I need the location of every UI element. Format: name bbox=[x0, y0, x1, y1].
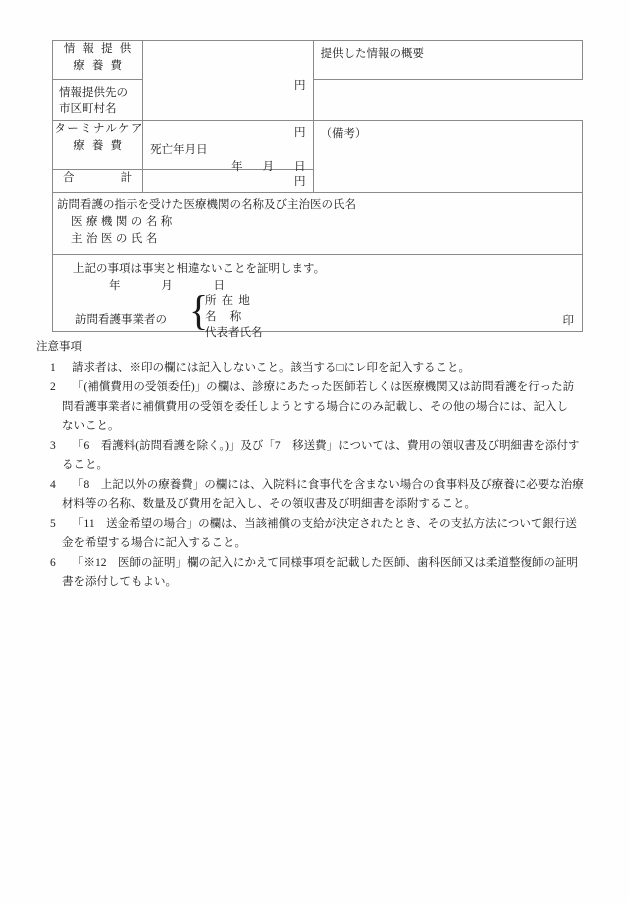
note-number: 6 bbox=[50, 556, 56, 569]
note-line: 「11 送金希望の場合」の欄は、当該補償の支給が決定されたとき、その支払方法について銀行送 bbox=[72, 517, 577, 530]
note-line: 問看護事業者に補償費用の受領を委任しようとする場合にのみ記載し、その他の場合には、記入し bbox=[62, 400, 568, 413]
note-text bbox=[62, 554, 596, 593]
cell-remarks[interactable] bbox=[314, 121, 583, 193]
note-item bbox=[50, 359, 596, 379]
note-line: 「8 上記以外の療養費」の欄には、入院料に食事代を含まない場合の食事料及び療養に必要な治療 bbox=[72, 478, 584, 491]
remarks-label: （備考） bbox=[320, 128, 367, 140]
note-text bbox=[62, 378, 596, 437]
note-number: 3 bbox=[50, 439, 56, 452]
death-date-month-unit: 月 bbox=[262, 161, 275, 173]
note-line: 「※12 医師の証明」欄の記入にかえて同様事項を記載した医師、歯科医師又は柔道整復師の証明 bbox=[72, 556, 578, 569]
cell-institution-block[interactable] bbox=[53, 193, 583, 255]
note-item bbox=[50, 437, 596, 476]
note-line: 金を希望する場合に記入すること。 bbox=[62, 537, 246, 549]
total-label-right: 計 bbox=[120, 172, 133, 184]
recipient-city-label: 情報提供先の市区町村名 bbox=[59, 87, 128, 115]
death-date-day-unit: 日 bbox=[293, 161, 306, 173]
info-provision-label-line2: 療養費 bbox=[73, 60, 130, 72]
seal-mark: 印 bbox=[562, 315, 574, 327]
cell-provided-info-summary[interactable] bbox=[314, 41, 583, 80]
death-date-year-unit: 年 bbox=[231, 161, 243, 173]
name-field-label: 名称 bbox=[205, 311, 255, 323]
note-number: 2 bbox=[50, 381, 56, 393]
notes-section bbox=[36, 338, 596, 593]
cell-info-provision-amount[interactable] bbox=[143, 41, 314, 121]
note-item bbox=[50, 515, 596, 554]
certification-day-unit: 日 bbox=[213, 280, 225, 292]
terminal-care-label-line1: ターミナルケア bbox=[54, 123, 144, 135]
note-number: 1 bbox=[50, 361, 56, 374]
note-line: 材料等の名称、数量及び費用を記入し、その領収書及び明細書を添附すること。 bbox=[62, 498, 476, 510]
benefit-form-table bbox=[52, 40, 583, 339]
cell-total-label bbox=[53, 170, 143, 193]
note-item bbox=[50, 554, 596, 593]
note-line: ないこと。 bbox=[62, 420, 120, 432]
cell-terminal-care-label bbox=[53, 121, 143, 170]
institution-block-title: 訪問看護の指示を受けた医療機関の名称及び主治医の氏名 bbox=[57, 199, 356, 211]
note-text bbox=[62, 437, 596, 476]
certification-year-unit: 年 bbox=[109, 280, 121, 292]
cell-info-provision-label bbox=[53, 41, 143, 80]
total-label-left: 合 bbox=[63, 172, 75, 184]
cell-total-amount[interactable] bbox=[143, 170, 314, 193]
note-line: 書を添付してもよい。 bbox=[62, 576, 177, 588]
info-provision-yen-unit: 円 bbox=[293, 80, 306, 92]
table-row-certification bbox=[53, 255, 583, 332]
note-item bbox=[50, 378, 596, 437]
notes-list bbox=[36, 359, 596, 593]
certification-month-unit: 月 bbox=[161, 280, 173, 292]
note-line: 「6 看護料(訪問看護を除く。)」及び「7 移送費」については、費用の領収書及び明細書を添付す bbox=[72, 439, 580, 452]
brace-decoration: { bbox=[189, 286, 209, 335]
table-row-info-city bbox=[53, 80, 583, 121]
institution-name-label: 医療機関の名称 bbox=[71, 216, 176, 228]
doctor-name-label: 主治医の氏名 bbox=[71, 233, 161, 245]
note-line: 「(補償費用の受領委任)」の欄は、診療にあたった医師若しくは医療機関又は訪問看護を行った訪 bbox=[72, 381, 575, 393]
note-text bbox=[62, 476, 596, 515]
note-number: 5 bbox=[50, 517, 56, 530]
certification-statement: 上記の事項は事実と相違ないことを証明します。 bbox=[73, 263, 326, 275]
representative-field-label: 代表者氏名 bbox=[205, 327, 263, 339]
table-row-institution bbox=[53, 193, 583, 255]
address-field-label: 所在地 bbox=[205, 295, 256, 307]
note-text bbox=[62, 515, 596, 554]
death-date-label: 死亡年月日 bbox=[150, 144, 208, 156]
note-item bbox=[50, 476, 596, 515]
note-line: 請求者は、※印の欄には記入しないこと。該当する□にレ印を記入すること。 bbox=[72, 361, 470, 374]
provided-info-summary-label: 提供した情報の概要 bbox=[320, 48, 424, 60]
note-text bbox=[72, 359, 596, 379]
table-row-info-provision bbox=[53, 41, 583, 80]
visiting-nursing-provider-label: 訪問看護事業者の bbox=[75, 314, 167, 326]
cell-certification-block[interactable] bbox=[53, 255, 583, 339]
terminal-care-yen-unit: 円 bbox=[293, 127, 306, 139]
notes-title: 注意事項 bbox=[36, 341, 82, 353]
terminal-care-label-line2: 療養費 bbox=[73, 140, 130, 152]
note-number: 4 bbox=[50, 478, 56, 491]
note-line: ること。 bbox=[62, 459, 108, 471]
table-row-terminal-care bbox=[53, 121, 583, 170]
total-yen-unit: 円 bbox=[293, 176, 306, 188]
cell-terminal-care-amount[interactable] bbox=[143, 121, 314, 173]
info-provision-label-line1: 情報提供 bbox=[63, 43, 139, 55]
cell-recipient-city[interactable] bbox=[53, 80, 143, 121]
